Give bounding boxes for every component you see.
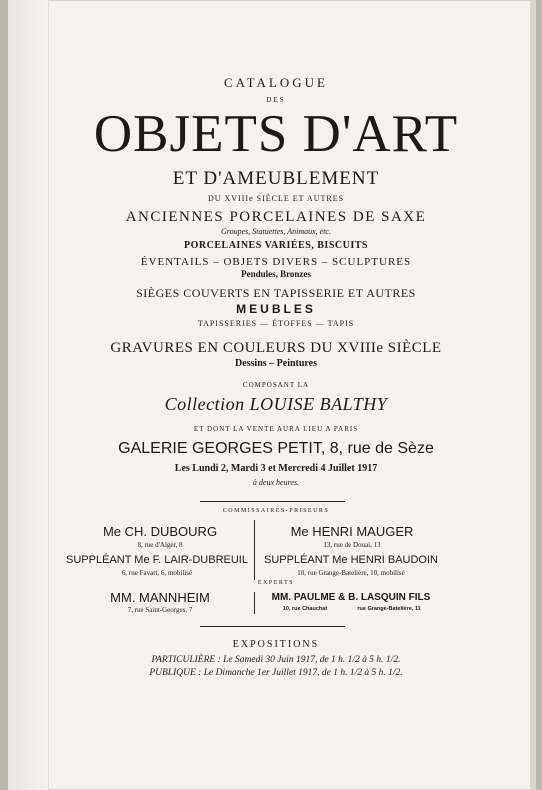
dates-line: Les Lundi 2, Mardi 3 et Mercredi 4 Juillet 1917 xyxy=(174,463,378,474)
page-edge xyxy=(530,0,536,790)
expert-right-name: MM. PAULME & B. LASQUIN FILS xyxy=(271,592,431,603)
suppleant-left-name: SUPPLÉANT Me F. LAIR-DUBREUIL xyxy=(66,554,248,566)
sieges-line: SIÈGES COUVERTS EN TAPISSERIE ET AUTRES xyxy=(136,286,416,300)
expositions-heading: EXPOSITIONS xyxy=(232,639,320,650)
dessins-line: Dessins – Peintures xyxy=(234,358,318,369)
porcelaines-variees: PORCELAINES VARIÉES, BISCUITS xyxy=(184,240,368,251)
expert-right-address-left: 10, rue Chauchat xyxy=(282,606,328,612)
divider-top xyxy=(200,501,345,502)
main-title: OBJETS D'ART xyxy=(93,105,459,163)
column-divider xyxy=(254,520,255,580)
tapisseries-line: TAPISSERIES — ÉTOFFES — TAPIS xyxy=(197,319,355,328)
heures-line: à deux heures. xyxy=(252,478,300,487)
commissaire-left-name: Me CH. DUBOURG xyxy=(102,524,218,539)
catalogue-label: CATALOGUE xyxy=(224,75,328,90)
commissaire-right-name: Me HENRI MAUGER xyxy=(290,524,414,539)
eventails-line: ÉVENTAILS – OBJETS DIVERS – SCULPTURES xyxy=(140,256,412,268)
vente-line: ET DONT LA VENTE AURA LIEU A PARIS xyxy=(193,425,359,433)
suppleant-right-name: SUPPLÉANT Me HENRI BAUDOIN xyxy=(263,554,438,566)
commissaires-heading: COMMISSAIRES-PRISEURS xyxy=(222,508,330,514)
commissaire-left-address: 8, rue d'Alger, 8 xyxy=(137,541,183,549)
expert-left-name: MM. MANNHEIM xyxy=(110,590,210,605)
experts-divider xyxy=(254,592,255,614)
suppleant-right-address: 10, rue Grange-Batelière, 10, mobilisé xyxy=(297,569,405,577)
exposition-particuliere: PARTICULIÈRE : Le Samedi 30 Juin 1917, de 1 h. 1/2 à 5 h. 1/2. xyxy=(151,655,401,665)
pendules-line: Pendules, Bronzes xyxy=(241,269,311,279)
exposition-publique: PUBLIQUE : Le Dimanche 1er Juillet 1917, de 1 h. 1/2 à 5 h. 1/2. xyxy=(149,668,403,678)
century-line: DU XVIIIe SIÈCLE ET AUTRES xyxy=(207,194,345,203)
collection-title: Collection LOUISE BALTHY xyxy=(164,394,388,414)
page-spine xyxy=(8,0,49,790)
galerie-line: GALERIE GEORGES PETIT, 8, rue de Sèze xyxy=(118,440,434,457)
commissaire-right-address: 13, rue de Douai, 13 xyxy=(323,541,381,549)
porcelaines-heading: ANCIENNES PORCELAINES DE SAXE xyxy=(125,209,427,225)
subtitle: ET D'AMEUBLEMENT xyxy=(172,168,380,189)
meubles-heading: MEUBLES xyxy=(236,302,316,316)
divider-bottom xyxy=(200,626,345,627)
composant-label: COMPOSANT LA xyxy=(242,381,310,389)
porcelaines-detail: Groupes, Statuettes, Animaux, etc. xyxy=(221,227,331,236)
experts-heading: EXPERTS xyxy=(257,580,295,586)
suppleant-left-address: 6, rue Favart, 6, mobilisé xyxy=(121,569,193,577)
des-label: DES xyxy=(266,96,286,104)
expert-right-address-right: rue Grange-Batelière, 11 xyxy=(357,606,421,612)
gravures-heading: GRAVURES EN COULEURS DU XVIIIe SIÈCLE xyxy=(110,340,442,356)
expert-left-address: 7, rue Saint-Georges, 7 xyxy=(127,606,193,614)
